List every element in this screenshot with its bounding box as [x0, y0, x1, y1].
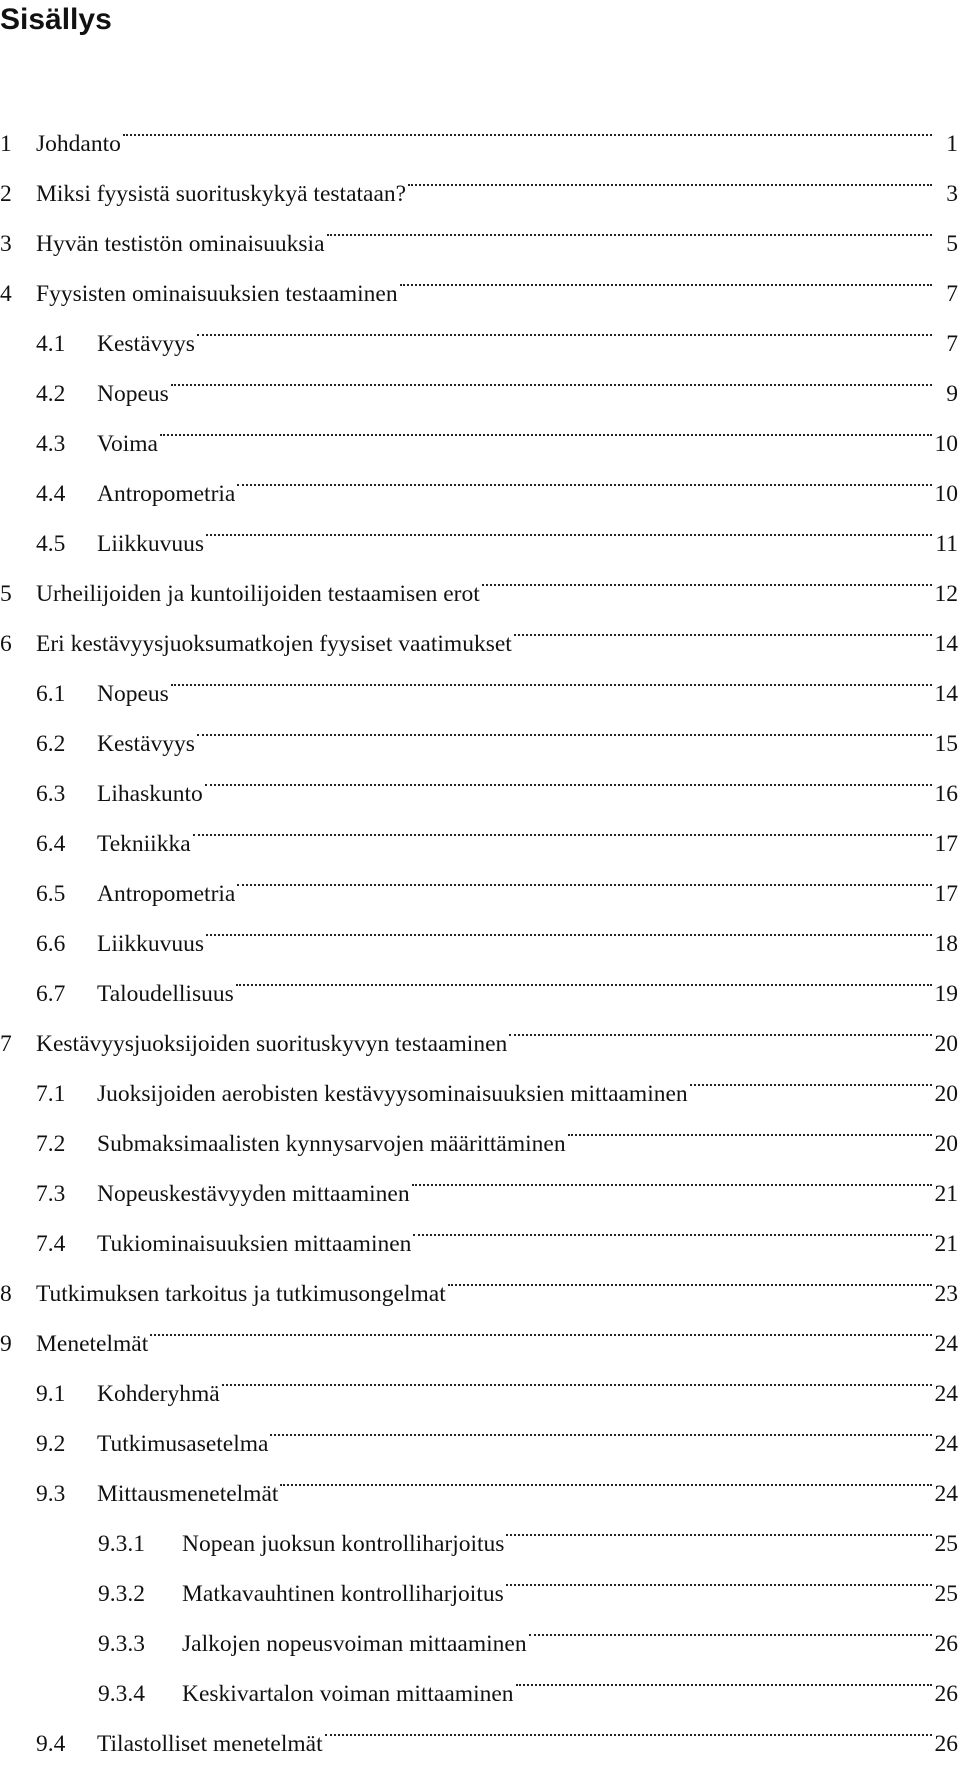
toc-entry-page-number: 3: [946, 181, 958, 207]
toc-entry[interactable]: [0, 851, 958, 907]
dot-leader: [171, 651, 932, 701]
toc-entry[interactable]: [0, 601, 958, 657]
dot-leader: [270, 1401, 932, 1451]
toc-entry-page-number: 5: [946, 231, 958, 257]
toc-entry[interactable]: [0, 801, 958, 857]
toc-entry-title: Keskivartalon voiman mittaaminen: [182, 1681, 514, 1707]
toc-entry-page-number: 12: [934, 581, 958, 607]
toc-entry-number: 6.4: [36, 831, 66, 857]
toc-entry-number: 3: [0, 231, 12, 257]
toc-entry-page-number: 15: [934, 731, 958, 757]
dot-leader: [237, 451, 932, 501]
toc-entry[interactable]: [0, 201, 958, 257]
dot-leader: [509, 1001, 932, 1051]
toc-entry-number: 4: [0, 281, 12, 307]
toc-entry-title: Tilastolliset menetelmät: [97, 1731, 323, 1757]
toc-entry[interactable]: [0, 1301, 958, 1357]
toc-entry[interactable]: [0, 151, 958, 207]
toc-entry-page-number: 25: [934, 1581, 958, 1607]
toc-entry-page-number: 18: [934, 931, 958, 957]
toc-entry-title: Eri kestävyysjuoksumatkojen fyysiset vaatimukset: [36, 631, 512, 657]
toc-entry-title: Fyysisten ominaisuuksien testaaminen: [36, 281, 398, 307]
toc-entry-number: 9.3.2: [98, 1581, 145, 1607]
toc-entry-page-number: 23: [934, 1281, 958, 1307]
toc-entry-number: 5: [0, 581, 12, 607]
toc-entry-number: 1: [0, 131, 12, 157]
toc-entry[interactable]: [0, 951, 958, 1007]
dot-leader: [448, 1251, 932, 1301]
toc-entry-number: 7.3: [36, 1181, 66, 1207]
toc-entry-title: Tutkimusasetelma: [97, 1431, 269, 1457]
toc-entry[interactable]: [0, 1701, 958, 1757]
toc-entry-number: 6.2: [36, 731, 66, 757]
toc-entry-page-number: 25: [934, 1531, 958, 1557]
toc-entry-page-number: 10: [934, 431, 958, 457]
dot-leader: [150, 1301, 932, 1351]
toc-entry-number: 7.2: [36, 1131, 66, 1157]
toc-entry-page-number: 26: [934, 1681, 958, 1707]
toc-entry-title: Urheilijoiden ja kuntoilijoiden testaamisen erot: [36, 581, 480, 607]
dot-leader: [222, 1351, 932, 1401]
toc-entry-page-number: 24: [934, 1381, 958, 1407]
dot-leader: [206, 501, 932, 551]
toc-entry-page-number: 21: [934, 1181, 958, 1207]
toc-entry[interactable]: [0, 551, 958, 607]
toc-entry-number: 6: [0, 631, 12, 657]
dot-leader: [516, 1651, 932, 1701]
toc-entry-title: Voima: [97, 431, 158, 457]
toc-entry[interactable]: [0, 1651, 958, 1707]
dot-leader: [160, 401, 932, 451]
toc-entry[interactable]: [0, 351, 958, 407]
dot-leader: [506, 1551, 932, 1601]
toc-entry[interactable]: [0, 501, 958, 557]
toc-entry-number: 4.2: [36, 381, 66, 407]
toc-entry[interactable]: [0, 701, 958, 757]
toc-entry[interactable]: [0, 1501, 958, 1557]
toc-entry[interactable]: [0, 1251, 958, 1307]
toc-entry-number: 4.3: [36, 431, 66, 457]
toc-entry-title: Mittausmenetelmät: [97, 1481, 279, 1507]
toc-entry-title: Antropometria: [97, 881, 236, 907]
dot-leader: [237, 851, 932, 901]
toc-entry-title: Liikkuvuus: [97, 931, 205, 957]
toc-entry-page-number: 24: [934, 1481, 958, 1507]
toc-entry[interactable]: [0, 1001, 958, 1057]
toc-entry-number: 9.3.3: [98, 1631, 145, 1657]
toc-entry-title: Antropometria: [97, 481, 236, 507]
toc-entry-title: Kestävyys: [97, 731, 195, 757]
toc-entry-page-number: 17: [934, 881, 958, 907]
toc-entry-title: Nopean juoksun kontrolliharjoitus: [182, 1531, 505, 1557]
toc-entry-title: Kestävyys: [97, 331, 195, 357]
toc-entry-number: 4.4: [36, 481, 66, 507]
dot-leader: [171, 351, 932, 401]
toc-entry-number: 6.1: [36, 681, 66, 707]
toc-entry[interactable]: [0, 1101, 958, 1157]
dot-leader: [412, 1151, 932, 1201]
dot-leader: [327, 201, 932, 251]
toc-entry-title: Matkavauhtinen kontrolliharjoitus: [182, 1581, 504, 1607]
toc-entry-title: Hyvän testistön ominaisuuksia: [36, 231, 325, 257]
toc-entry-page-number: 10: [934, 481, 958, 507]
toc-entry[interactable]: [0, 401, 958, 457]
dot-leader: [690, 1051, 932, 1101]
toc-entry-number: 9.3: [36, 1481, 66, 1507]
toc-entry-number: 6.3: [36, 781, 66, 807]
dot-leader: [408, 151, 932, 201]
toc-entry-page-number: 20: [934, 1081, 958, 1107]
dot-leader: [529, 1601, 932, 1651]
dot-leader: [197, 701, 932, 751]
toc-entry-title: Nopeuskestävyyden mittaaminen: [97, 1181, 410, 1207]
toc-entry[interactable]: [0, 1451, 958, 1507]
toc-entry-title: Tekniikka: [97, 831, 191, 857]
toc-entry-page-number: 24: [934, 1331, 958, 1357]
toc-entry-page-number: 11: [935, 531, 958, 557]
toc-entry-title: Submaksimaalisten kynnysarvojen määrittäminen: [97, 1131, 566, 1157]
toc-entry-number: 4.5: [36, 531, 66, 557]
toc-entry[interactable]: [0, 1151, 958, 1207]
toc-entry[interactable]: [0, 651, 958, 707]
toc-entry-number: 8: [0, 1281, 12, 1307]
toc-entry-page-number: 17: [934, 831, 958, 857]
page-title: Sisällys: [0, 3, 112, 36]
toc-entry[interactable]: [0, 251, 958, 307]
toc-entry-page-number: 26: [934, 1731, 958, 1757]
toc-entry-number: 7: [0, 1031, 12, 1057]
toc-entry-page-number: 7: [946, 331, 958, 357]
toc-entry[interactable]: [0, 1551, 958, 1607]
toc-entry-number: 6.7: [36, 981, 66, 1007]
toc-entry[interactable]: [0, 901, 958, 957]
toc-entry-page-number: 26: [934, 1631, 958, 1657]
toc-entry-number: 2: [0, 181, 12, 207]
toc-entry[interactable]: [0, 451, 958, 507]
toc-entry-title: Miksi fyysistä suorituskykyä testataan?: [36, 181, 407, 207]
toc-entry-title: Nopeus: [97, 381, 169, 407]
dot-leader: [236, 951, 932, 1001]
dot-leader: [400, 251, 932, 301]
toc-entry-title: Taloudellisuus: [97, 981, 234, 1007]
toc-entry-title: Nopeus: [97, 681, 169, 707]
dot-leader: [413, 1201, 932, 1251]
toc-entry-title: Menetelmät: [36, 1331, 149, 1357]
dot-leader: [206, 901, 932, 951]
table-of-contents: [0, 101, 958, 1757]
toc-entry-page-number: 1: [946, 131, 958, 157]
toc-entry-page-number: 7: [946, 281, 958, 307]
dot-leader: [568, 1101, 932, 1151]
toc-entry-number: 9.4: [36, 1731, 66, 1757]
toc-entry-title: Kohderyhmä: [97, 1381, 220, 1407]
toc-entry-page-number: 14: [934, 631, 958, 657]
toc-entry-page-number: 20: [934, 1031, 958, 1057]
toc-entry-title: Kestävyysjuoksijoiden suorituskyvyn testaaminen: [36, 1031, 508, 1057]
toc-entry-number: 4.1: [36, 331, 66, 357]
toc-entry-number: 7.1: [36, 1081, 66, 1107]
dot-leader: [325, 1701, 932, 1751]
toc-entry-page-number: 14: [934, 681, 958, 707]
dot-leader: [205, 751, 932, 801]
toc-entry[interactable]: [0, 1401, 958, 1457]
toc-entry[interactable]: [0, 301, 958, 357]
dot-leader: [193, 801, 932, 851]
toc-entry-page-number: 24: [934, 1431, 958, 1457]
toc-entry-title: Liikkuvuus: [97, 531, 205, 557]
toc-entry-number: 9.3.1: [98, 1531, 145, 1557]
toc-entry[interactable]: [0, 101, 958, 157]
toc-entry[interactable]: [0, 1051, 958, 1107]
toc-entry-page-number: 21: [934, 1231, 958, 1257]
toc-entry[interactable]: [0, 1601, 958, 1657]
toc-entry-page-number: 9: [946, 381, 958, 407]
dot-leader: [506, 1501, 932, 1551]
toc-entry-number: 9.2: [36, 1431, 66, 1457]
toc-entry-title: Johdanto: [36, 131, 121, 157]
toc-entry-number: 9.3.4: [98, 1681, 145, 1707]
toc-entry-page-number: 20: [934, 1131, 958, 1157]
toc-entry[interactable]: [0, 751, 958, 807]
toc-entry[interactable]: [0, 1201, 958, 1257]
toc-entry[interactable]: [0, 1351, 958, 1407]
toc-entry-title: Juoksijoiden aerobisten kestävyysominaisuuksien mittaaminen: [97, 1081, 688, 1107]
dot-leader: [514, 601, 932, 651]
toc-entry-title: Tutkimuksen tarkoitus ja tutkimusongelmat: [36, 1281, 446, 1307]
toc-entry-number: 9: [0, 1331, 12, 1357]
dot-leader: [482, 551, 932, 601]
toc-entry-number: 6.6: [36, 931, 66, 957]
toc-entry-number: 9.1: [36, 1381, 66, 1407]
dot-leader: [280, 1451, 932, 1501]
toc-entry-title: Lihaskunto: [97, 781, 203, 807]
toc-entry-page-number: 16: [934, 781, 958, 807]
toc-entry-number: 6.5: [36, 881, 66, 907]
toc-entry-title: Tukiominaisuuksien mittaaminen: [97, 1231, 412, 1257]
toc-entry-number: 7.4: [36, 1231, 66, 1257]
toc-entry-title: Jalkojen nopeusvoiman mittaaminen: [182, 1631, 527, 1657]
dot-leader: [123, 101, 932, 151]
toc-entry-page-number: 19: [934, 981, 958, 1007]
dot-leader: [197, 301, 932, 351]
